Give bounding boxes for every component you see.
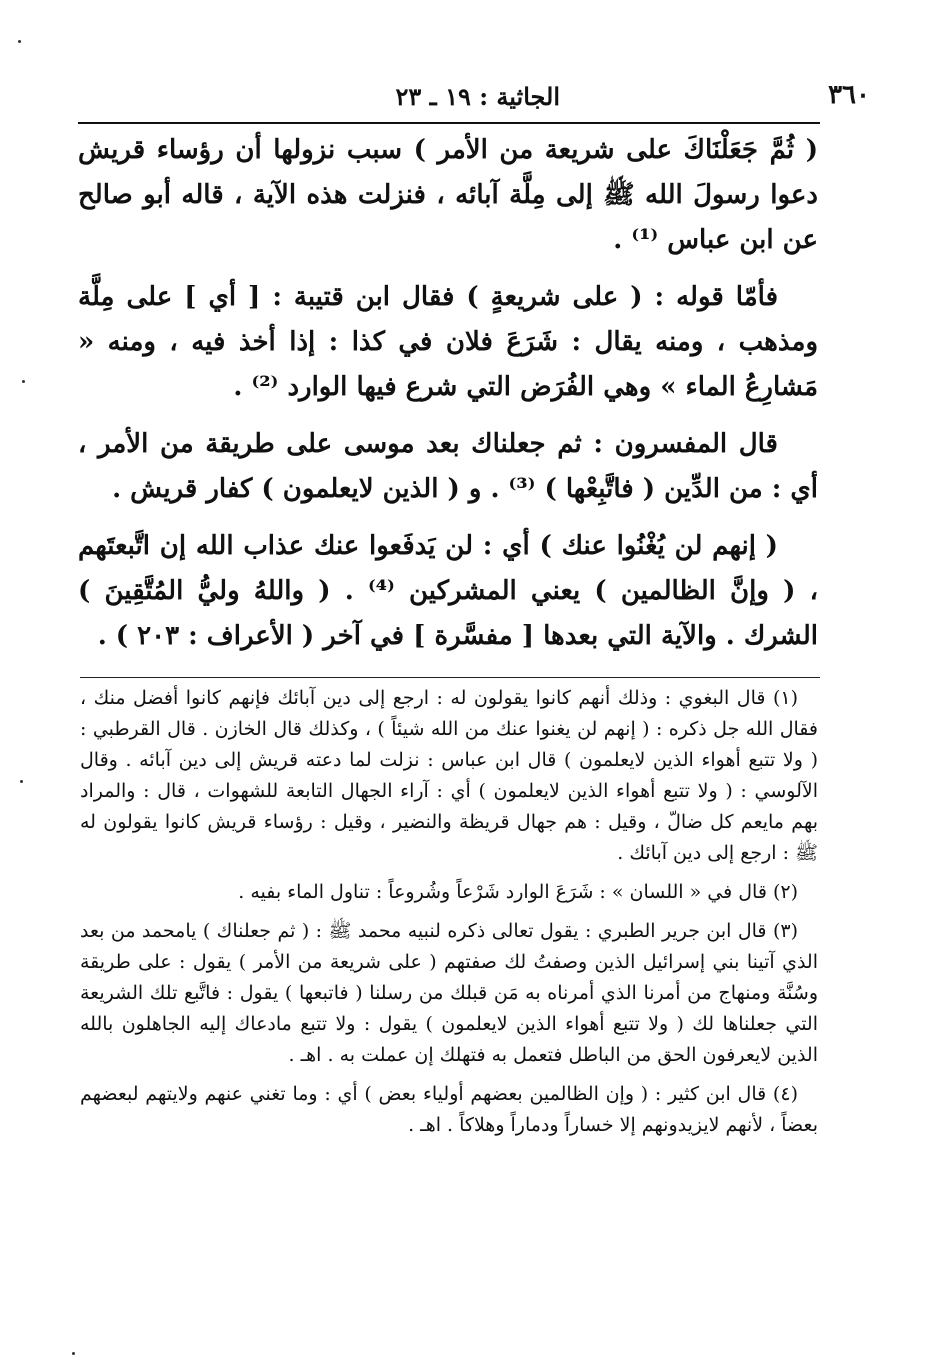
main-paragraph: قال المفسرون : ثم جعلناك بعد موسى على طريقة من الأمر ، أي : من الدِّين ( فاتَّبِعْها ) ⁽³⁾ . و ( الذين لايعلمون ) كفار قريش . [78,429,818,504]
main-text [78,128,818,671]
footnote: (٢) قال في « اللسان » : شَرَعَ الوارد شَرْعاً وشُروعاً : تناول الماء بفيه . [238,881,798,903]
page-header [70,80,870,120]
scan-speck [72,1352,75,1355]
header-rule [78,122,820,124]
running-title: الجاثية : ١٩ ـ ٢٣ [395,82,560,111]
scan-speck [20,780,23,783]
main-paragraph: ( ثُمَّ جَعَلْنَاكَ على شريعة من الأمر ) سبب نزولها أن رؤساء قريش دعوا رسولَ الله ﷺ إلى مِلَّة آبائه ، فنزلت هذه الآية ، قاله أبو صالح عن ابن عباس ⁽¹⁾ . [78,135,818,255]
page-number: ٣٦٠ [828,80,870,110]
footnote: (٣) قال ابن جرير الطبري : يقول تعالى ذكره لنبيه محمد ﷺ : ( ثم جعلناك ) يامحمد من بعد الذي آتينا بني إسرائيل الذين وصفتُ لك صفتهم ( على شريعة من الأمر ) يقول : على طريقة وسُنَّة ومنهاج من أمرنا الذي أمرناه به مَن قبلك من رسلنا ( فاتبعها ) يقول : فاتَّبع تلك الشريعة التي جعلناها لك ( ولا تتبع أهواء الذين لايعلمون ) يقول : ولا تتبع مادعاك إليه الجاهلون بالله الذين لايعرفون الحق من الباطل فتعمل به فتهلك إن عملت به . اهـ . [80,920,818,1066]
footnote: (٤) قال ابن كثير : ( وإن الظالمين بعضهم أولياء بعض ) أي : وما تغني عنهم ولايتهم لبعضهم بعضاً ، لأنهم لايزيدونهم إلا خساراً ودماراً وهلاكاً . اهـ . [80,1083,818,1136]
footnote: (١) قال البغوي : وذلك أنهم كانوا يقولون له : ارجع إلى دين آبائك فإنهم كانوا أفضل منك ، فقال الله جل ذكره : ( إنهم لن يغنوا عنك من الله شيئاً ) ، وكذلك قال الخازن . قال القرطبي : ( ولا تتبع أهواء الذين لايعلمون ) قال ابن عباس : نزلت لما دعته قريش إلى دين آبائه . وقال الآلوسي : ( ولا تتبع أهواء الذين لايعلمون ) أي : آراء الجهال التابعة للشهوات ، قال : والمراد بهم مايعم كل ضالّ ، وقيل : هم جهال قريظة والنضير ، وقيل : رؤساء قريش كانوا يقولون له ﷺ : ارجع إلى دين آبائك . [80,687,818,864]
main-paragraph: فأمّا قوله : ( على شريعةٍ ) فقال ابن قتيبة : [ أي ] على مِلَّة ومذهب ، ومنه يقال : شَرَعَ فلان في كذا : إذا أخذ فيه ، ومنه « مَشارِعُ الماء » وهي الفُرَض التي شرع فيها الوارد ⁽²⁾ . [78,282,818,402]
scan-speck [22,380,25,383]
footnotes [80,683,818,1149]
footnote-separator [80,677,820,678]
scan-speck [18,40,21,43]
main-paragraph: ( إنهم لن يُغْنُوا عنك ) أي : لن يَدفَعوا عنك عذاب الله إن اتَّبعتَهم ، ( وإنَّ الظالمين ) يعني المشركين ⁽⁴⁾ . ( واللهُ وليُّ المُتَّقِينَ ) الشرك . والآية التي بعدها [ مفسَّرة ] في آخر ( الأعراف : ٢٠٣ ) . [78,531,818,651]
